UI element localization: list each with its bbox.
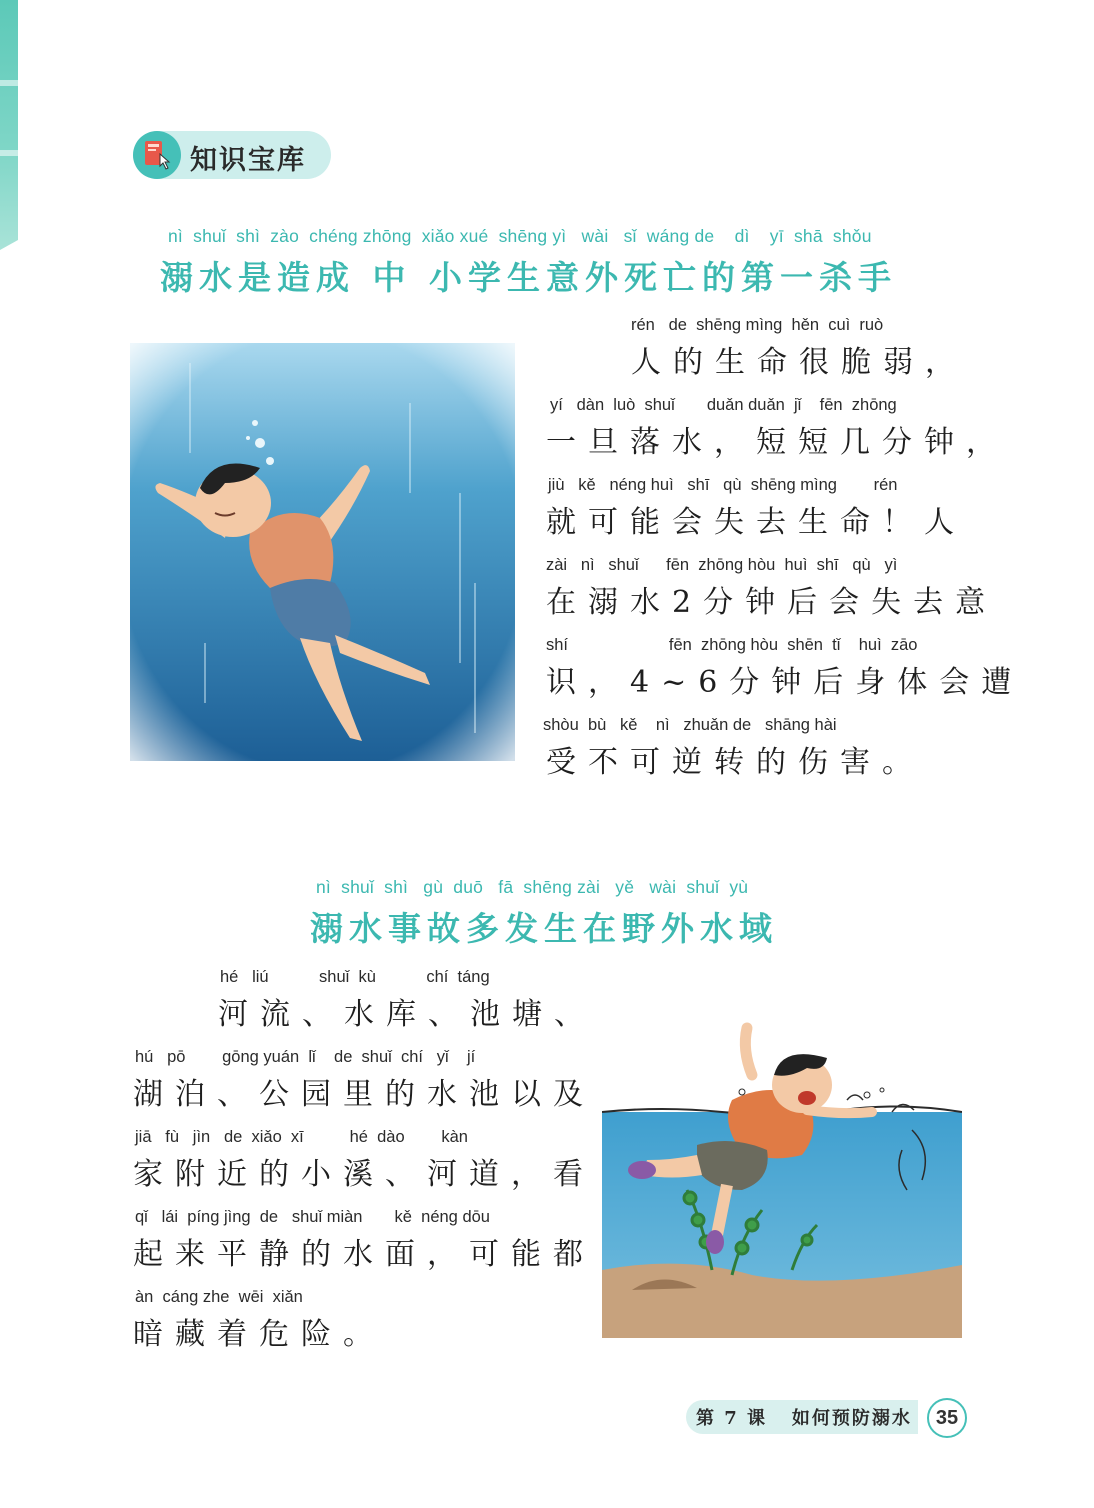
line-pinyin: rén de shēng mìng hěn cuì ruò bbox=[631, 316, 884, 334]
boy-struggling-in-river-illustration bbox=[602, 1020, 962, 1338]
line-text: 在溺水2分钟后会失去意 bbox=[546, 585, 998, 620]
section-title: 知识宝库 bbox=[190, 145, 306, 176]
line-pinyin: hú pō gōng yuán lǐ de shuǐ chí yǐ jí bbox=[135, 1048, 476, 1066]
boy-sinking-underwater-illustration bbox=[130, 343, 515, 761]
lesson-label: 第 7 课 如何预防溺水 bbox=[696, 1408, 912, 1429]
line-text: 暗藏着危险。 bbox=[133, 1317, 385, 1352]
heading-2: 溺水事故多发生在野外水域 bbox=[310, 909, 778, 948]
page-number: 35 bbox=[927, 1398, 967, 1438]
line-pinyin: jiù kě néng huì shī qù shēng mìng rén bbox=[548, 476, 898, 494]
line-text: 河流、水库、池塘、 bbox=[218, 997, 596, 1032]
line-pinyin: qǐ lái píng jìng de shuǐ miàn kě néng dōu bbox=[135, 1208, 490, 1226]
line-pinyin: shí fēn zhōng hòu shēn tǐ huì zāo bbox=[546, 636, 918, 654]
line-text: 一旦落水，短短几分钟， bbox=[546, 425, 1008, 460]
heading-1-pinyin: nì shuǐ shì zào chéng zhōng xiǎo xué shēng yì wài sǐ wáng de dì yī shā shǒu bbox=[168, 226, 872, 246]
book-pointer-icon bbox=[133, 131, 181, 179]
line-text: 识，4~6分钟后身体会遭 bbox=[546, 665, 1024, 700]
line-pinyin: jiā fù jìn de xiǎo xī hé dào kàn bbox=[135, 1128, 468, 1146]
line-pinyin: hé liú shuǐ kù chí táng bbox=[220, 968, 490, 986]
edge-stripe bbox=[0, 150, 18, 156]
line-text: 受不可逆转的伤害。 bbox=[546, 745, 924, 780]
line-text: 家附近的小溪、河道，看 bbox=[133, 1157, 595, 1192]
line-pinyin: zài nì shuǐ fēn zhōng hòu huì shī qù yì bbox=[546, 556, 898, 574]
line-text: 湖泊、公园里的水池以及 bbox=[133, 1077, 595, 1112]
line-pinyin: àn cáng zhe wēi xiǎn bbox=[135, 1288, 303, 1306]
page-edge-tab bbox=[0, 0, 18, 250]
line-text: 就可能会失去生命！人 bbox=[546, 505, 966, 540]
heading-1: 溺水是造成 中 小学生意外死亡的第一杀手 bbox=[160, 258, 897, 297]
heading-2-pinyin: nì shuǐ shì gù duō fā shēng zài yě wài shuǐ yù bbox=[316, 877, 749, 897]
line-text: 人的生命很脆弱， bbox=[631, 345, 967, 380]
line-pinyin: yí dàn luò shuǐ duǎn duǎn jǐ fēn zhōng bbox=[550, 396, 897, 414]
line-pinyin: shòu bù kě nì zhuǎn de shāng hài bbox=[543, 716, 837, 734]
line-text: 起来平静的水面，可能都 bbox=[133, 1237, 595, 1272]
edge-stripe bbox=[0, 80, 18, 86]
